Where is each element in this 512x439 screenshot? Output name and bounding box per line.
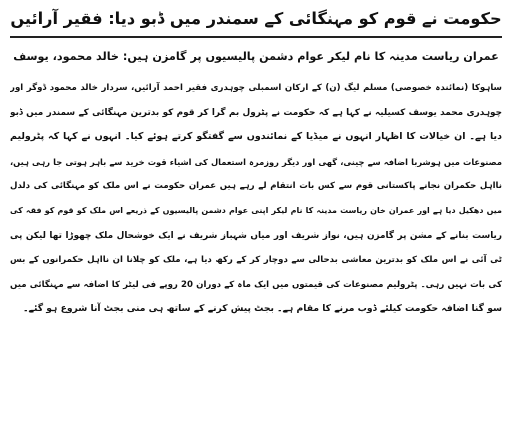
article-body (10, 76, 502, 322)
body-line: ٹی آئی نے اس ملک کو بدترین معاشی بدحالی سے دوچار کر کے رکھ دیا ہے، ملک کو چلانا ان نااہل حکمرانوں کے بس (10, 255, 502, 266)
headline: حکومت نے قوم کو مہنگائی کے سمندر میں ڈبو دیا: فقیر آرائیں (10, 9, 502, 28)
body-line: چوہدری محمد یوسف کسیلیہ نے کہا ہے کہ حکومت نے پٹرول بم گرا کر قوم کو بدترین مہنگائی کے سمندر میں ڈبو (10, 107, 502, 118)
body-line: مصنوعات میں ہوشربا اضافہ سے چینی، گھی اور دیگر روزمرہ استعمال کی اشیاء قوت خرید سے باہر ہوتی جا رہی ہیں، (10, 156, 502, 167)
body-line: کی بات نہیں رہی۔ پٹرولیم مصنوعات کی قیمتوں میں ایک ماہ کے دوران 20 روپے فی لیٹر کا اضافہ سے مہنگائی میں (10, 279, 502, 290)
body-line: دیا ہے۔ ان خیالات کا اظہار انہوں نے میڈیا کے نمائندوں سے گفتگو کرتے ہوئے کیا۔ انہوں نے کہا کہ پٹرولیم (10, 131, 502, 143)
subheadline: عمران ریاست مدینہ کا نام لیکر عوام دشمن پالیسیوں پر گامزن ہیں: خالد محمود، یوسف (13, 50, 499, 63)
body-line: سو گنا اضافہ حکومت کیلئے ڈوب مرنے کا مقام ہے۔ بجٹ پیش کرنے کے ساتھ ہی منی بجٹ آنا شروع ہو گئے۔ (23, 303, 502, 315)
body-line: نااہل حکمران نجانے پاکستانی قوم سے کس بات انتقام لے رہے ہیں عمران حکومت نے اس ملک کو مہنگائی کی دلدل (10, 181, 502, 192)
body-line: میں دھکیل دیا ہے اور عمران خان ریاست مدینہ کا نام لیکر اپنی عوام دشمن پالیسیوں کے ذریعے اس ملک کو قوم کو فقہ کی (10, 205, 502, 215)
body-line: ساہوکا (نمائندہ خصوصی) مسلم لیگ (ن) کے ارکان اسمبلی چوہدری فقیر احمد آرائیں، سردار خالد محمود ڈوگر اور (10, 83, 502, 93)
body-line: ریاست بنانے کے مشن پر گامزن ہیں، نواز شریف اور میاں شہباز شریف نے ایک خوشحال ملک چھوڑا تھا لیکن پی (10, 230, 502, 241)
headline-divider (10, 36, 502, 38)
